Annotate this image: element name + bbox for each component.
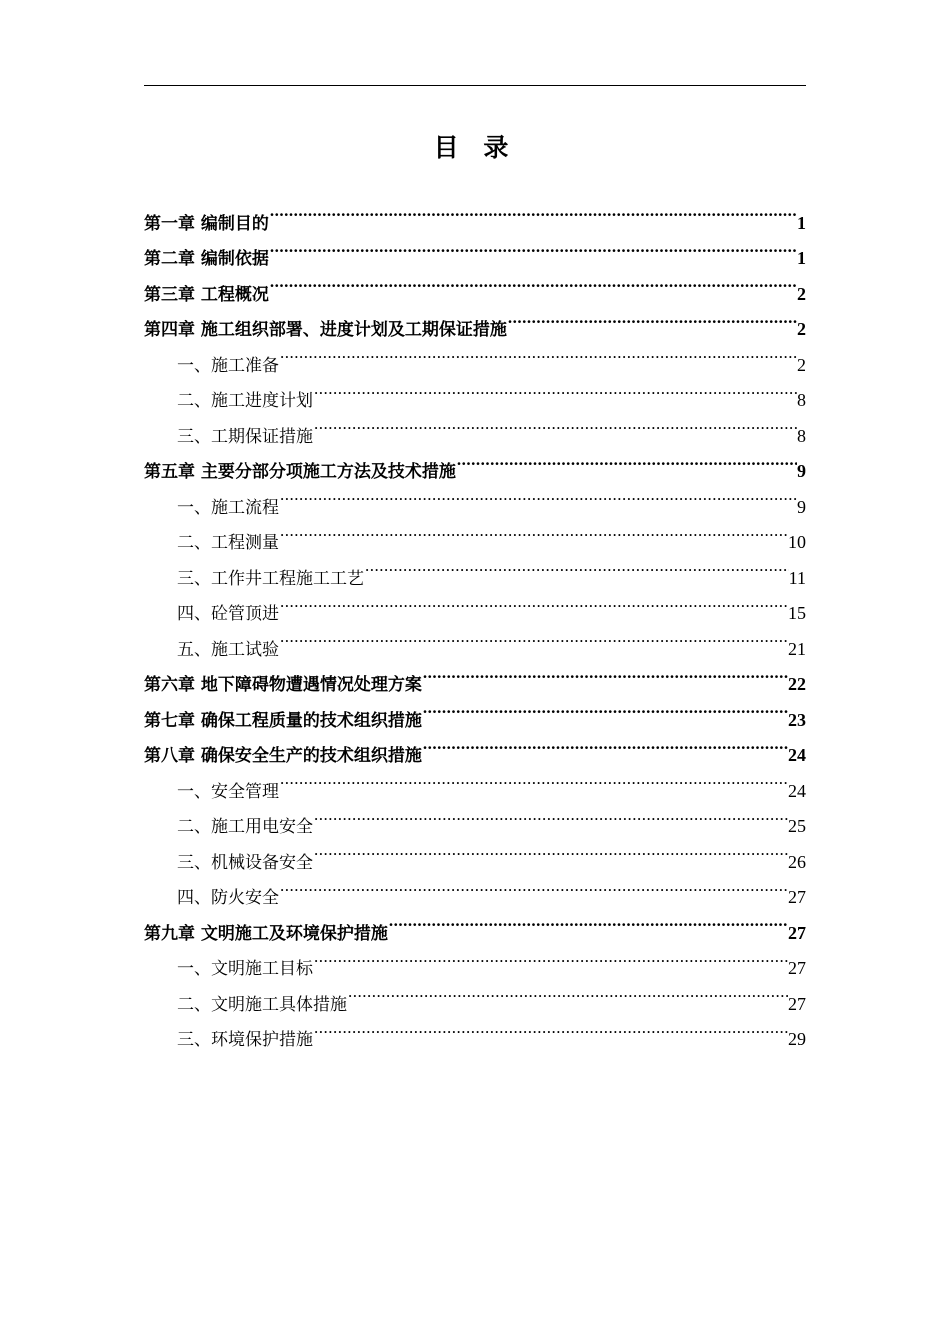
toc-dot-leader — [456, 442, 797, 478]
toc-dot-leader — [313, 939, 788, 975]
toc-page-number: 15 — [788, 603, 806, 623]
toc-dot-leader — [279, 513, 788, 549]
toc-page-number: 23 — [788, 709, 806, 730]
toc-entry-label: 第二章 编制依据 — [144, 249, 269, 269]
toc-entry-label: 第四章 施工组织部署、进度计划及工期保证措施 — [144, 320, 507, 340]
toc-entry-label: 四、砼管顶进 — [177, 604, 279, 624]
toc-dot-leader — [313, 371, 797, 407]
toc-page-number: 8 — [797, 425, 806, 446]
toc-page-number: 24 — [788, 745, 806, 765]
toc-page-number: 24 — [788, 780, 806, 801]
toc-entry-label: 二、工程测量 — [177, 533, 279, 553]
toc-page-number: 21 — [788, 638, 806, 659]
toc-entry-label: 三、工期保证措施 — [177, 426, 313, 447]
toc-dot-leader — [269, 264, 797, 300]
toc-dot-leader — [422, 726, 788, 762]
toc-page-number: 2 — [797, 319, 806, 339]
toc-dot-leader — [313, 1010, 788, 1046]
toc-dot-leader — [269, 193, 797, 229]
toc-dot-leader — [347, 974, 788, 1010]
toc-page-number: 1 — [797, 248, 806, 268]
toc-entry-label: 第五章 主要分部分项施工方法及技术措施 — [144, 462, 456, 482]
toc-entry-label: 三、机械设备安全 — [177, 852, 313, 873]
toc-page-number: 10 — [788, 532, 806, 552]
toc-page-number: 27 — [788, 958, 806, 978]
toc-page-number: 27 — [788, 993, 806, 1014]
toc-page-number: 8 — [797, 390, 806, 410]
toc-dot-leader — [422, 655, 788, 691]
toc-entry-label: 第九章 文明施工及环境保护措施 — [144, 923, 388, 944]
toc-dot-leader — [279, 584, 788, 620]
toc-dot-leader — [279, 477, 797, 513]
toc-page-number: 25 — [788, 816, 806, 836]
toc-page-number: 11 — [788, 567, 806, 588]
toc-entry-label: 一、文明施工目标 — [177, 959, 313, 979]
toc-entry-label: 第六章 地下障碍物遭遇情况处理方案 — [144, 675, 422, 695]
toc-entry-label: 一、安全管理 — [177, 781, 279, 802]
toc-page-number: 27 — [788, 887, 806, 907]
toc-dot-leader — [313, 406, 797, 442]
toc-dot-leader — [388, 903, 788, 939]
toc-page-number: 1 — [797, 212, 806, 233]
header-rule — [144, 85, 806, 86]
toc-entry-label: 一、施工准备 — [177, 355, 279, 376]
toc-entry-label: 二、施工用电安全 — [177, 817, 313, 837]
toc-dot-leader — [279, 335, 797, 371]
toc-dot-leader — [279, 619, 788, 655]
toc-chapter-entry[interactable] — [144, 193, 806, 234]
toc-entry-label: 第一章 编制目的 — [144, 213, 269, 234]
toc-page-number: 2 — [797, 354, 806, 375]
toc-page-number: 22 — [788, 674, 806, 694]
toc-entry-label: 二、文明施工具体措施 — [177, 994, 347, 1015]
toc-entry-label: 五、施工试验 — [177, 639, 279, 660]
toc-page-number: 27 — [788, 922, 806, 943]
toc-dot-leader — [313, 797, 788, 833]
toc-page-number: 9 — [797, 461, 806, 481]
toc-page-number: 29 — [788, 1029, 806, 1049]
toc-page-number: 26 — [788, 851, 806, 872]
toc-page-number: 2 — [797, 283, 806, 304]
toc-dot-leader — [279, 761, 788, 797]
toc-entry-label: 第八章 确保安全生产的技术组织措施 — [144, 746, 422, 766]
toc-entry-label: 一、施工流程 — [177, 497, 279, 518]
toc-dot-leader — [507, 300, 797, 336]
toc-dot-leader — [364, 548, 789, 584]
toc-entry-label: 第三章 工程概况 — [144, 284, 269, 305]
table-of-contents — [144, 193, 806, 1050]
toc-entry-label: 四、防火安全 — [177, 888, 279, 908]
toc-entry-label: 三、工作井工程施工工艺 — [177, 568, 364, 589]
toc-entry-label: 三、环境保护措施 — [177, 1030, 313, 1050]
toc-dot-leader — [313, 832, 788, 868]
toc-title: 目 录 — [433, 133, 517, 162]
toc-dot-leader — [279, 868, 788, 904]
toc-entry-label: 二、施工进度计划 — [177, 391, 313, 411]
toc-entry-label: 第七章 确保工程质量的技术组织措施 — [144, 710, 422, 731]
toc-dot-leader — [422, 690, 788, 726]
toc-page-number: 9 — [797, 496, 806, 517]
toc-dot-leader — [269, 229, 797, 265]
